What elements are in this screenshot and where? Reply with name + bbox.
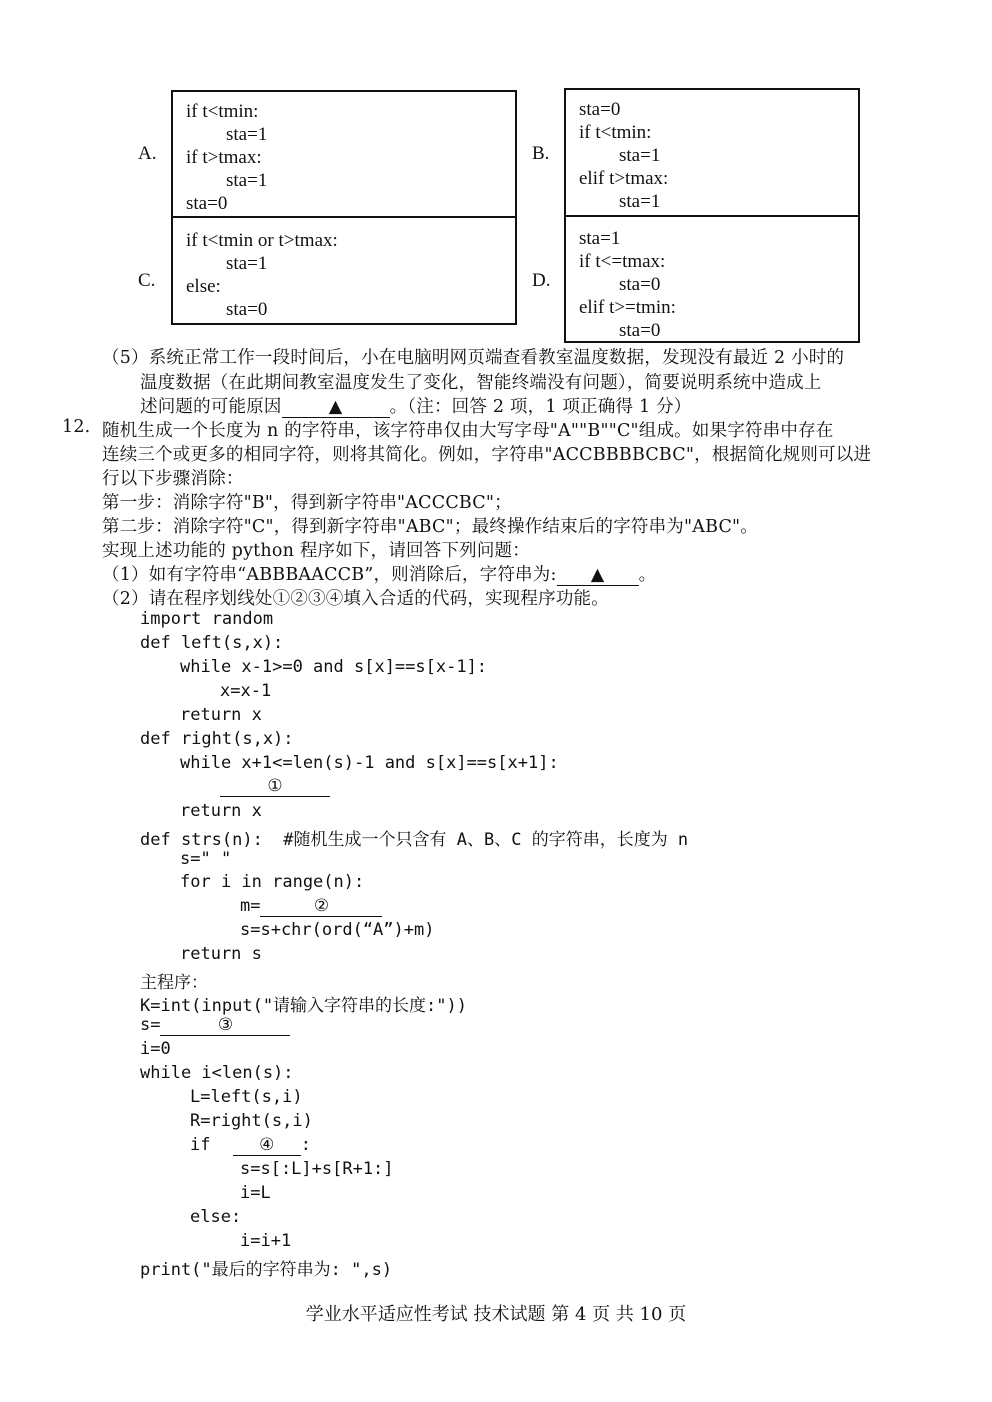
code-line: while x-1>=0 and s[x]==s[x-1]: bbox=[180, 657, 488, 677]
q5-note: 。（注：回答 2 项，1 项正确得 1 分） bbox=[389, 397, 692, 417]
option-b-line: elif t>tmax: bbox=[579, 168, 669, 189]
option-a-box bbox=[171, 90, 517, 218]
q12-line-2: 连续三个或更多的相同字符，则将其简化。例如，字符串"ACCBBBBCBC"，根据简化规则可以进 bbox=[102, 445, 872, 465]
option-d-label: D. bbox=[532, 270, 551, 291]
question-number: 12. bbox=[62, 417, 91, 437]
code-line: def left(s,x): bbox=[140, 633, 284, 653]
code-line: while i<len(s): bbox=[140, 1063, 294, 1083]
option-d-line: elif t>=tmin: bbox=[579, 297, 676, 318]
q12-sub-1 bbox=[102, 561, 656, 586]
code-line: i=i+1 bbox=[240, 1231, 292, 1251]
code-line: import random bbox=[140, 609, 274, 629]
code-line: def strs(n): #随机生成一个只含有 A、B、C 的字符串，长度为 n bbox=[140, 830, 689, 850]
option-c-line: else: bbox=[186, 276, 221, 297]
code-line: R=right(s,i) bbox=[190, 1111, 313, 1131]
answer-blank[interactable]: ▲ bbox=[282, 397, 390, 418]
q5-line-3-text: 述问题的可能原因 bbox=[140, 397, 282, 417]
q12-line-1: 随机生成一个长度为 n 的字符串，该字符串仅由大写字母"A""B""C"组成。如果字符串中存在 bbox=[102, 421, 834, 441]
code-line: return s bbox=[180, 944, 262, 964]
q5-line-1: （5）系统正常工作一段时间后，小在电脑明网页端查看教室温度数据，发现没有最近 2 小时的 bbox=[102, 348, 845, 368]
blank-2[interactable]: ② bbox=[260, 896, 382, 917]
q12-step-1: 第一步：消除字符"B"，得到新字符串"ACCCBC"； bbox=[102, 493, 512, 513]
q12-sub-2: （2）请在程序划线处①②③④填入合适的代码，实现程序功能。 bbox=[102, 589, 609, 609]
option-c-line: sta=0 bbox=[226, 299, 268, 320]
blank-1[interactable]: ① bbox=[220, 776, 330, 797]
option-c-line: sta=1 bbox=[226, 253, 268, 274]
option-b-box bbox=[564, 88, 860, 217]
code-line: else: bbox=[190, 1207, 242, 1227]
code-line: K=int(input("请输入字符串的长度:")) bbox=[140, 996, 467, 1016]
code-line bbox=[190, 1135, 311, 1156]
code-fragment: m= bbox=[240, 896, 261, 916]
code-line: def right(s,x): bbox=[140, 729, 294, 749]
option-d-box bbox=[564, 215, 860, 343]
answer-blank[interactable]: ▲ bbox=[557, 565, 639, 586]
code-line: s=" " bbox=[180, 849, 232, 869]
q12-sub-1-text: （1）如有字符串“ABBBAACCB”，则消除后，字符串为: bbox=[102, 565, 557, 585]
option-b-line: if t<tmin: bbox=[579, 122, 652, 143]
code-line: s=s+chr(ord(“A”)+m) bbox=[240, 920, 435, 940]
option-b-line: sta=0 bbox=[579, 99, 621, 120]
code-line bbox=[140, 1015, 290, 1036]
option-d-line: sta=0 bbox=[619, 274, 661, 295]
option-a-line: sta=0 bbox=[186, 193, 228, 214]
option-a-label: A. bbox=[138, 143, 157, 164]
code-line bbox=[240, 896, 382, 917]
option-b-line: sta=1 bbox=[619, 145, 661, 166]
code-line: x=x-1 bbox=[220, 681, 272, 701]
code-line: i=L bbox=[240, 1183, 271, 1203]
code-line: L=left(s,i) bbox=[190, 1087, 303, 1107]
code-line: return x bbox=[180, 705, 262, 725]
option-c-box bbox=[171, 216, 517, 325]
page-footer: 学业水平适应性考试 技术试题 第 4 页 共 10 页 bbox=[305, 1304, 687, 1325]
option-b-line: sta=1 bbox=[619, 191, 661, 212]
code-fragment: if bbox=[190, 1135, 221, 1155]
option-a-line: if t>tmax: bbox=[186, 147, 262, 168]
code-line: while x+1<=len(s)-1 and s[x]==s[x+1]: bbox=[180, 753, 559, 773]
option-d-line: sta=0 bbox=[619, 320, 661, 341]
q12-intro: 实现上述功能的 python 程序如下，请回答下列问题： bbox=[102, 541, 530, 561]
option-c-line: if t<tmin or t>tmax: bbox=[186, 230, 338, 251]
option-c-label: C. bbox=[138, 270, 156, 291]
code-line bbox=[220, 776, 330, 797]
code-line: print("最后的字符串为: ",s) bbox=[140, 1260, 393, 1280]
code-line: s=s[:L]+s[R+1:] bbox=[240, 1159, 394, 1179]
option-a-line: if t<tmin: bbox=[186, 101, 259, 122]
q5-line-3 bbox=[140, 393, 691, 418]
blank-4[interactable]: ④ bbox=[233, 1135, 301, 1156]
option-d-line: if t<=tmax: bbox=[579, 251, 666, 272]
option-a-line: sta=1 bbox=[226, 170, 268, 191]
q12-sub-1-end: 。 bbox=[638, 565, 657, 585]
blank-3[interactable]: ③ bbox=[160, 1015, 290, 1036]
q5-line-2: 温度数据（在此期间教室温度发生了变化，智能终端没有问题），简要说明系统中造成上 bbox=[140, 373, 822, 393]
code-line: for i in range(n): bbox=[180, 872, 365, 892]
option-d-line: sta=1 bbox=[579, 228, 621, 249]
q12-step-2: 第二步：消除字符"C"，得到新字符串"ABC"；最终操作结束后的字符串为"ABC"。 bbox=[102, 517, 759, 537]
q12-line-3: 行以下步骤消除： bbox=[102, 469, 244, 489]
option-a-line: sta=1 bbox=[226, 124, 268, 145]
code-fragment: : bbox=[300, 1135, 311, 1155]
code-line: 主程序： bbox=[140, 973, 208, 993]
option-b-label: B. bbox=[532, 143, 550, 164]
code-line: return x bbox=[180, 801, 262, 821]
code-line: i=0 bbox=[140, 1039, 171, 1059]
code-fragment: s= bbox=[140, 1015, 161, 1035]
